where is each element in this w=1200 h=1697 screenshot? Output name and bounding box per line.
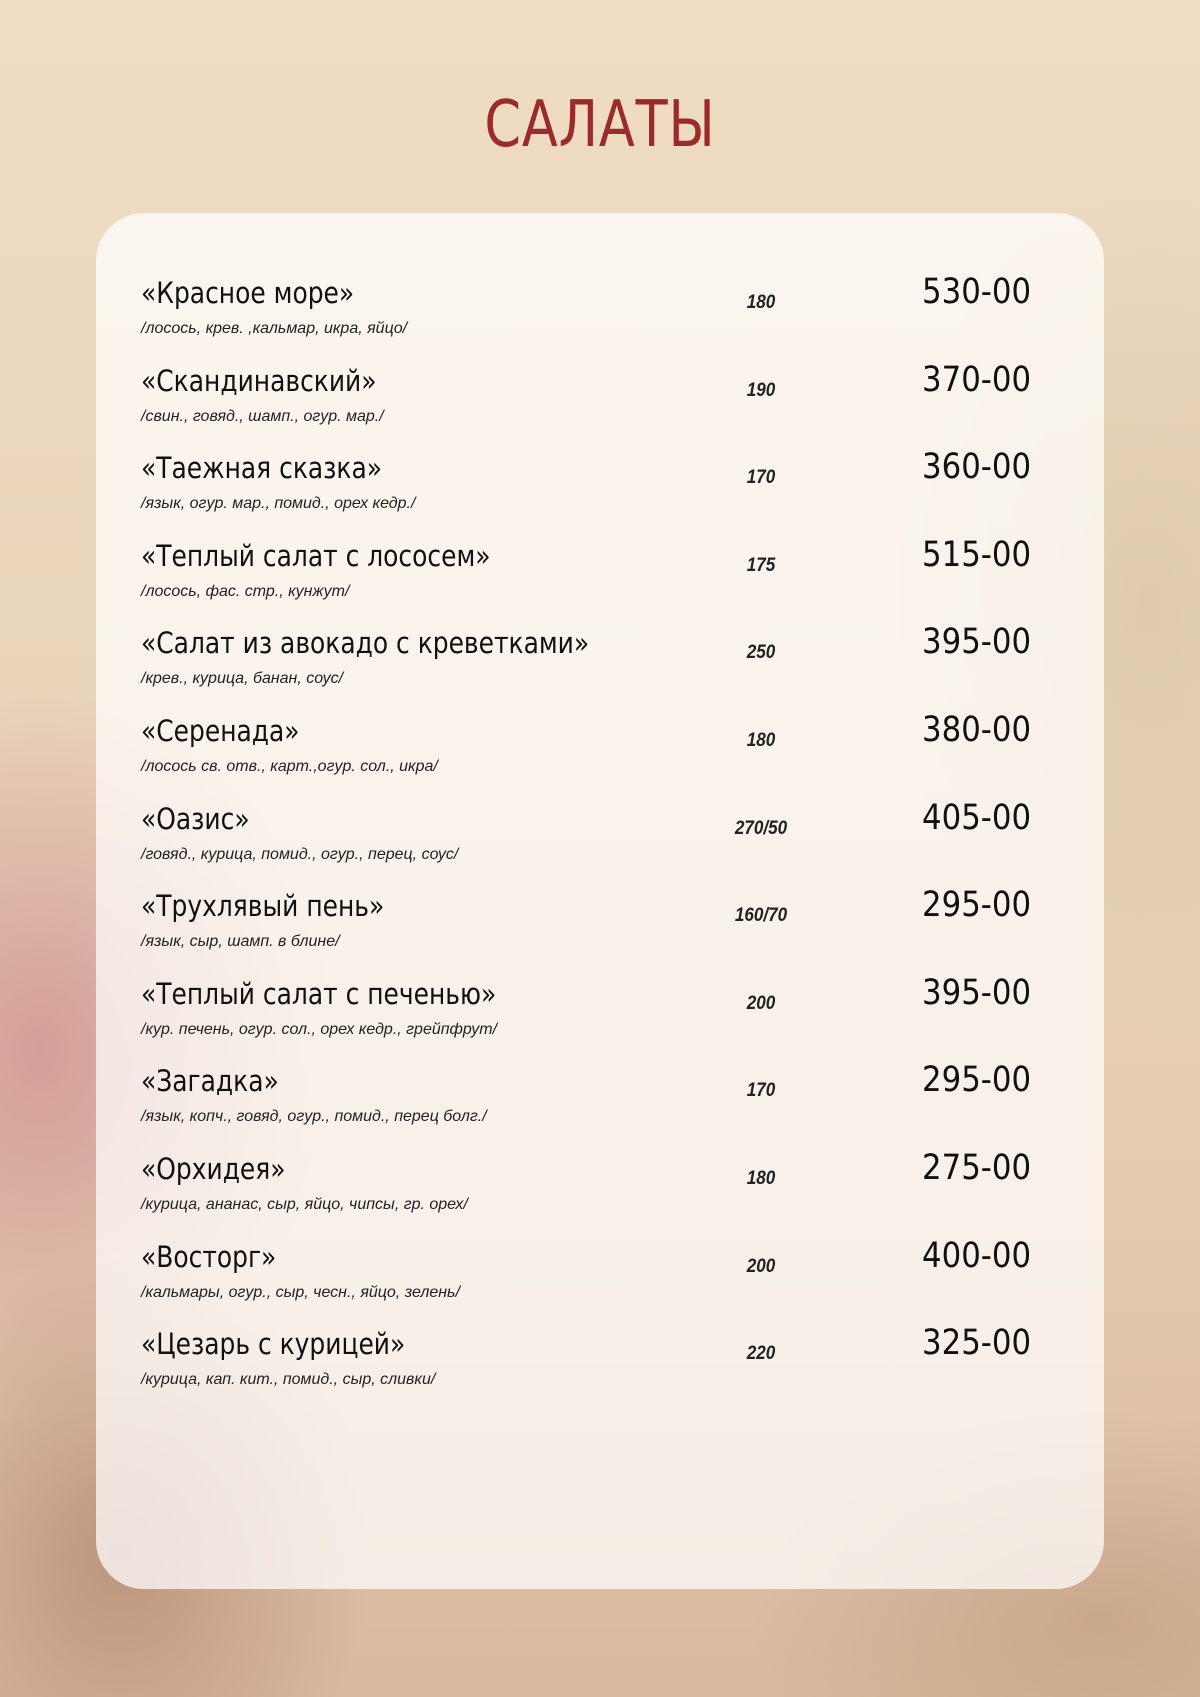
menu-item [96,885,1104,977]
item-weight: 180 [746,729,776,751]
item-price: 275-00 [922,1147,1032,1188]
item-description: /лосось, крев. ,кальмар, икра, яйцо/ [141,320,408,337]
item-weight: 170 [746,1080,776,1102]
item-name: «Цезарь с курицей» [141,1327,406,1362]
item-name: «Трухлявый пень» [141,889,385,924]
item-name: «Красное море» [141,276,355,310]
item-description: /лосось св. отв., карт.,огур. сол., икра/ [141,757,438,775]
menu-item [96,1323,1104,1415]
item-description: /язык, сыр, шамп. в блине/ [141,933,340,951]
item-name: «Теплый салат с печенью» [141,976,497,1011]
menu-item [96,1235,1104,1328]
item-description: /курица, ананас, сыр, яйцо, чипсы, гр. орех/ [141,1195,468,1213]
item-name: «Скандинавский» [141,363,377,398]
item-weight: 180 [746,292,776,313]
item-weight: 190 [746,379,776,401]
menu-item [96,797,1104,890]
menu-item [96,359,1104,452]
item-price: 295-00 [922,1060,1032,1101]
item-price: 515-00 [922,534,1032,575]
menu-item [96,534,1104,627]
item-price: 360-00 [922,447,1032,488]
item-price: 395-00 [922,622,1032,663]
item-description: /говяд., курица, помид., огур., перец, соус/ [141,845,459,863]
item-weight: 200 [746,992,776,1014]
menu-item [96,1060,1104,1152]
item-name: «Оазис» [141,801,250,836]
item-weight: 180 [746,1167,776,1189]
item-name: «Теплый салат с лососем» [141,538,491,573]
item-price: 395-00 [922,972,1032,1013]
menu-item [96,709,1104,802]
menu-item [96,972,1104,1065]
item-price: 405-00 [922,797,1032,838]
item-price: 325-00 [922,1323,1032,1364]
item-weight: 160/70 [734,905,788,927]
page-title: САЛАТЫ [484,88,716,162]
item-description: /крев., курица, банан, соус/ [141,670,344,688]
item-name: «Таежная сказка» [141,451,383,486]
item-name: «Восторг» [141,1239,277,1274]
menu-item [96,1147,1104,1240]
item-price: 530-00 [922,272,1032,312]
item-description: /кур. печень, огур. сол., орех кедр., грейпфрут/ [141,1020,498,1038]
item-name: «Орхидея» [141,1151,286,1186]
item-name: «Салат из авокадо с креветками» [141,626,590,661]
item-weight: 200 [746,1255,776,1277]
item-weight: 220 [746,1343,776,1365]
item-price: 400-00 [922,1235,1032,1276]
item-price: 370-00 [922,359,1032,400]
item-description: /кальмары, огур., сыр, чесн., яйцо, зелень/ [141,1283,460,1301]
item-name: «Загадка» [141,1064,279,1099]
item-weight: 270/50 [734,817,788,839]
menu-item [96,272,1104,364]
item-description: /лосось, фас. стр., кунжут/ [141,582,350,600]
menu-item [96,447,1104,539]
menu-item [96,622,1104,714]
item-price: 380-00 [922,709,1032,750]
menu-list [96,272,1104,1415]
item-weight: 175 [746,554,776,576]
item-description: /язык, копч., говяд, огур., помид., перец болг./ [141,1108,487,1126]
item-weight: 170 [746,467,776,489]
item-weight: 250 [746,642,776,664]
item-price: 295-00 [922,885,1032,926]
item-description: /язык, огур. мар., помид., орех кедр./ [141,495,416,513]
item-name: «Серенада» [141,713,300,748]
item-description: /курица, кап. кит., помид., сыр, сливки/ [141,1371,436,1389]
item-description: /свин., говяд., шамп., огур. мар./ [141,407,384,425]
